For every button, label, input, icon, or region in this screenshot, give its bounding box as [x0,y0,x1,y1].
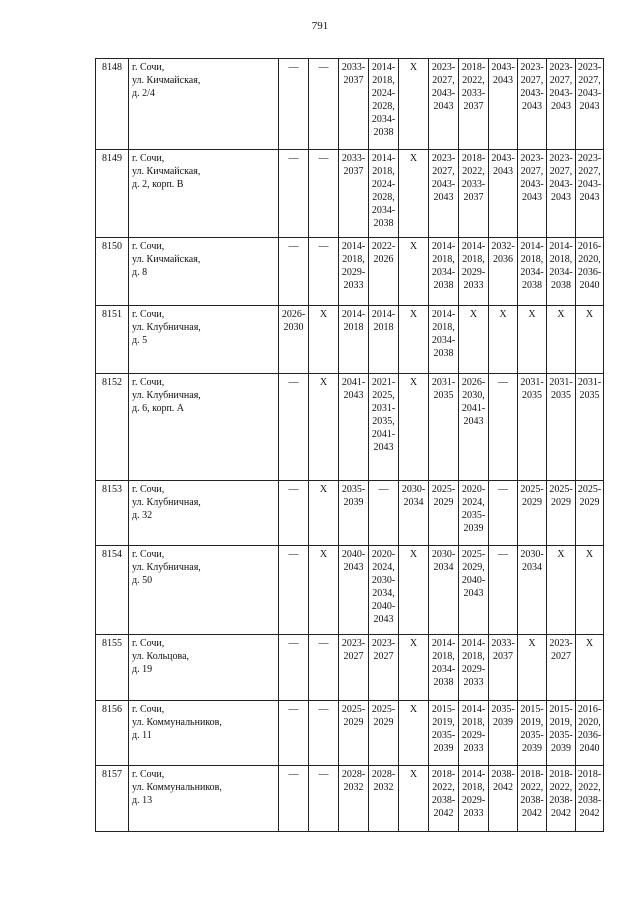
address-line: ул. Клубничная, [132,322,201,333]
address-line: ул. Кичмайская, [132,166,201,177]
period-cell: 2014- 2018, 2034- 2038 [547,238,576,306]
period-cell: — [489,374,518,481]
period-cell: — [489,481,518,546]
table-row [96,374,604,481]
period-cell: X [309,546,339,635]
period-cell: 2031- 2035 [547,374,576,481]
address-line: д. 2/4 [132,88,155,99]
period-cell: X [399,306,429,374]
period-cell: 2023- 2027, 2043- 2043 [576,59,604,150]
period-cell: 2014- 2018, 2029- 2033 [459,766,489,832]
period-cell: — [279,635,309,701]
address-line: г. Сочи, [132,309,165,320]
period-cell: X [518,306,547,374]
period-cell: 2031- 2035 [518,374,547,481]
row-number: 8154 [96,546,129,635]
period-cell: 2022- 2026 [369,238,399,306]
period-cell: X [309,374,339,481]
period-cell: 2014- 2018, 2024- 2028, 2034- 2038 [369,59,399,150]
row-number: 8151 [96,306,129,374]
period-cell: 2014- 2018, 2024- 2028, 2034- 2038 [369,150,399,238]
period-cell: 2021- 2025, 2031- 2035, 2041- 2043 [369,374,399,481]
address-line: ул. Кичмайская, [132,254,201,265]
period-cell: X [399,701,429,766]
period-cell: 2014- 2018, 2029- 2033 [339,238,369,306]
period-cell: 2020- 2024, 2030- 2034, 2040- 2043 [369,546,399,635]
row-number: 8150 [96,238,129,306]
period-cell: 2023- 2027 [369,635,399,701]
table-row [96,238,604,306]
period-cell: — [489,546,518,635]
period-cell: 2016- 2020, 2036- 2040 [576,701,604,766]
period-cell: X [399,238,429,306]
row-number: 8152 [96,374,129,481]
row-number: 8155 [96,635,129,701]
period-cell: 2014- 2018 [339,306,369,374]
period-cell: 2023- 2027 [339,635,369,701]
period-cell: — [279,374,309,481]
period-cell: 2023- 2027, 2043- 2043 [576,150,604,238]
period-cell: 2018- 2022, 2038- 2042 [576,766,604,832]
period-cell: 2025- 2029, 2040- 2043 [459,546,489,635]
address-line: ул. Клубничная, [132,562,201,573]
period-cell: 2023- 2027, 2043- 2043 [429,150,459,238]
table-row [96,481,604,546]
address-cell [129,306,279,374]
address-cell [129,481,279,546]
period-cell: 2018- 2022, 2033- 2037 [459,150,489,238]
table-row [96,150,604,238]
period-cell: 2026- 2030 [279,306,309,374]
period-cell: 2018- 2022, 2038- 2042 [518,766,547,832]
address-line: ул. Коммунальников, [132,717,222,728]
period-cell: — [279,701,309,766]
period-cell: X [459,306,489,374]
address-line: д. 13 [132,795,153,806]
period-cell: — [279,150,309,238]
period-cell: — [309,635,339,701]
period-cell: 2026- 2030, 2041- 2043 [459,374,489,481]
address-cell [129,59,279,150]
period-cell: 2031- 2035 [429,374,459,481]
period-cell: X [399,59,429,150]
period-cell: — [309,238,339,306]
period-cell: 2040- 2043 [339,546,369,635]
period-cell: X [576,546,604,635]
address-line: ул. Кичмайская, [132,75,201,86]
period-cell: 2025- 2029 [369,701,399,766]
period-cell: 2035- 2039 [489,701,518,766]
address-line: д. 11 [132,730,152,741]
table-row [96,59,604,150]
table-body [96,59,604,832]
period-cell: 2014- 2018, 2034- 2038 [518,238,547,306]
period-cell: 2015- 2019, 2035- 2039 [547,701,576,766]
period-cell: 2023- 2027, 2043- 2043 [518,150,547,238]
period-cell: X [547,546,576,635]
period-cell: 2015- 2019, 2035- 2039 [429,701,459,766]
period-cell: 2023- 2027, 2043- 2043 [547,150,576,238]
address-cell [129,701,279,766]
period-cell: — [309,59,339,150]
period-cell: — [279,546,309,635]
address-line: г. Сочи, [132,769,165,780]
period-cell: 2038- 2042 [489,766,518,832]
period-cell: X [399,546,429,635]
row-number: 8149 [96,150,129,238]
period-cell: 2031- 2035 [576,374,604,481]
period-cell: 2014- 2018 [369,306,399,374]
period-cell: — [309,766,339,832]
period-cell: — [279,481,309,546]
period-cell: 2028- 2032 [369,766,399,832]
period-cell: X [547,306,576,374]
address-cell [129,766,279,832]
period-cell: 2041- 2043 [339,374,369,481]
period-cell: 2025- 2029 [547,481,576,546]
period-cell: 2018- 2022, 2038- 2042 [429,766,459,832]
period-cell: 2014- 2018, 2034- 2038 [429,635,459,701]
address-line: г. Сочи, [132,241,165,252]
address-line: ул. Клубничная, [132,497,201,508]
address-line: г. Сочи, [132,704,165,715]
period-cell: 2018- 2022, 2038- 2042 [547,766,576,832]
period-cell: 2014- 2018, 2034- 2038 [429,238,459,306]
period-cell: 2033- 2037 [489,635,518,701]
period-cell: X [399,635,429,701]
row-number: 8156 [96,701,129,766]
period-cell: 2023- 2027, 2043- 2043 [547,59,576,150]
period-cell: 2032- 2036 [489,238,518,306]
period-cell: — [369,481,399,546]
period-cell: X [309,481,339,546]
address-line: ул. Кольцова, [132,651,190,662]
address-line: г. Сочи, [132,638,165,649]
address-line: д. 50 [132,575,153,586]
address-line: г. Сочи, [132,377,165,388]
period-cell: 2020- 2024, 2035- 2039 [459,481,489,546]
period-cell: 2023- 2027 [547,635,576,701]
period-cell: X [399,766,429,832]
period-cell: 2028- 2032 [339,766,369,832]
address-cell [129,150,279,238]
period-cell: — [309,701,339,766]
table-row [96,546,604,635]
row-number: 8157 [96,766,129,832]
period-cell: 2033- 2037 [339,59,369,150]
row-number: 8148 [96,59,129,150]
period-cell: 2023- 2027, 2043- 2043 [518,59,547,150]
period-cell: 2014- 2018, 2029- 2033 [459,701,489,766]
address-cell [129,238,279,306]
period-cell: X [399,374,429,481]
table-row [96,306,604,374]
address-line: ул. Коммунальников, [132,782,222,793]
row-number: 8153 [96,481,129,546]
address-cell [129,635,279,701]
period-cell: 2025- 2029 [429,481,459,546]
period-cell: X [576,635,604,701]
address-line: г. Сочи, [132,484,165,495]
page-number: 791 [311,20,329,32]
table-row [96,635,604,701]
period-cell: 2023- 2027, 2043- 2043 [429,59,459,150]
period-cell: X [518,635,547,701]
table-row [96,766,604,832]
period-cell: 2033- 2037 [339,150,369,238]
period-cell: 2016- 2020, 2036- 2040 [576,238,604,306]
period-cell: 2043- 2043 [489,59,518,150]
address-cell [129,546,279,635]
table-row [96,701,604,766]
address-line: ул. Клубничная, [132,390,201,401]
period-cell: 2035- 2039 [339,481,369,546]
schedule-table [95,58,604,832]
period-cell: 2014- 2018, 2034- 2038 [429,306,459,374]
address-line: г. Сочи, [132,62,165,73]
period-cell: 2018- 2022, 2033- 2037 [459,59,489,150]
period-cell: — [309,150,339,238]
period-cell: — [279,238,309,306]
address-line: г. Сочи, [132,549,165,560]
period-cell: 2030- 2034 [518,546,547,635]
period-cell: X [399,150,429,238]
address-cell [129,374,279,481]
address-line: д. 19 [132,664,153,675]
period-cell: 2025- 2029 [339,701,369,766]
address-line: г. Сочи, [132,153,165,164]
period-cell: 2030- 2034 [399,481,429,546]
address-line: д. 2, корп. В [132,179,184,190]
address-line: д. 6, корп. А [132,403,185,414]
period-cell: 2025- 2029 [518,481,547,546]
period-cell: X [489,306,518,374]
period-cell: 2043- 2043 [489,150,518,238]
period-cell: 2014- 2018, 2029- 2033 [459,635,489,701]
address-line: д. 5 [132,335,148,346]
period-cell: — [279,59,309,150]
address-line: д. 8 [132,267,148,278]
period-cell: 2015- 2019, 2035- 2039 [518,701,547,766]
period-cell: — [279,766,309,832]
period-cell: 2014- 2018, 2029- 2033 [459,238,489,306]
period-cell: X [309,306,339,374]
period-cell: 2025- 2029 [576,481,604,546]
period-cell: X [576,306,604,374]
address-line: д. 32 [132,510,153,521]
period-cell: 2030- 2034 [429,546,459,635]
